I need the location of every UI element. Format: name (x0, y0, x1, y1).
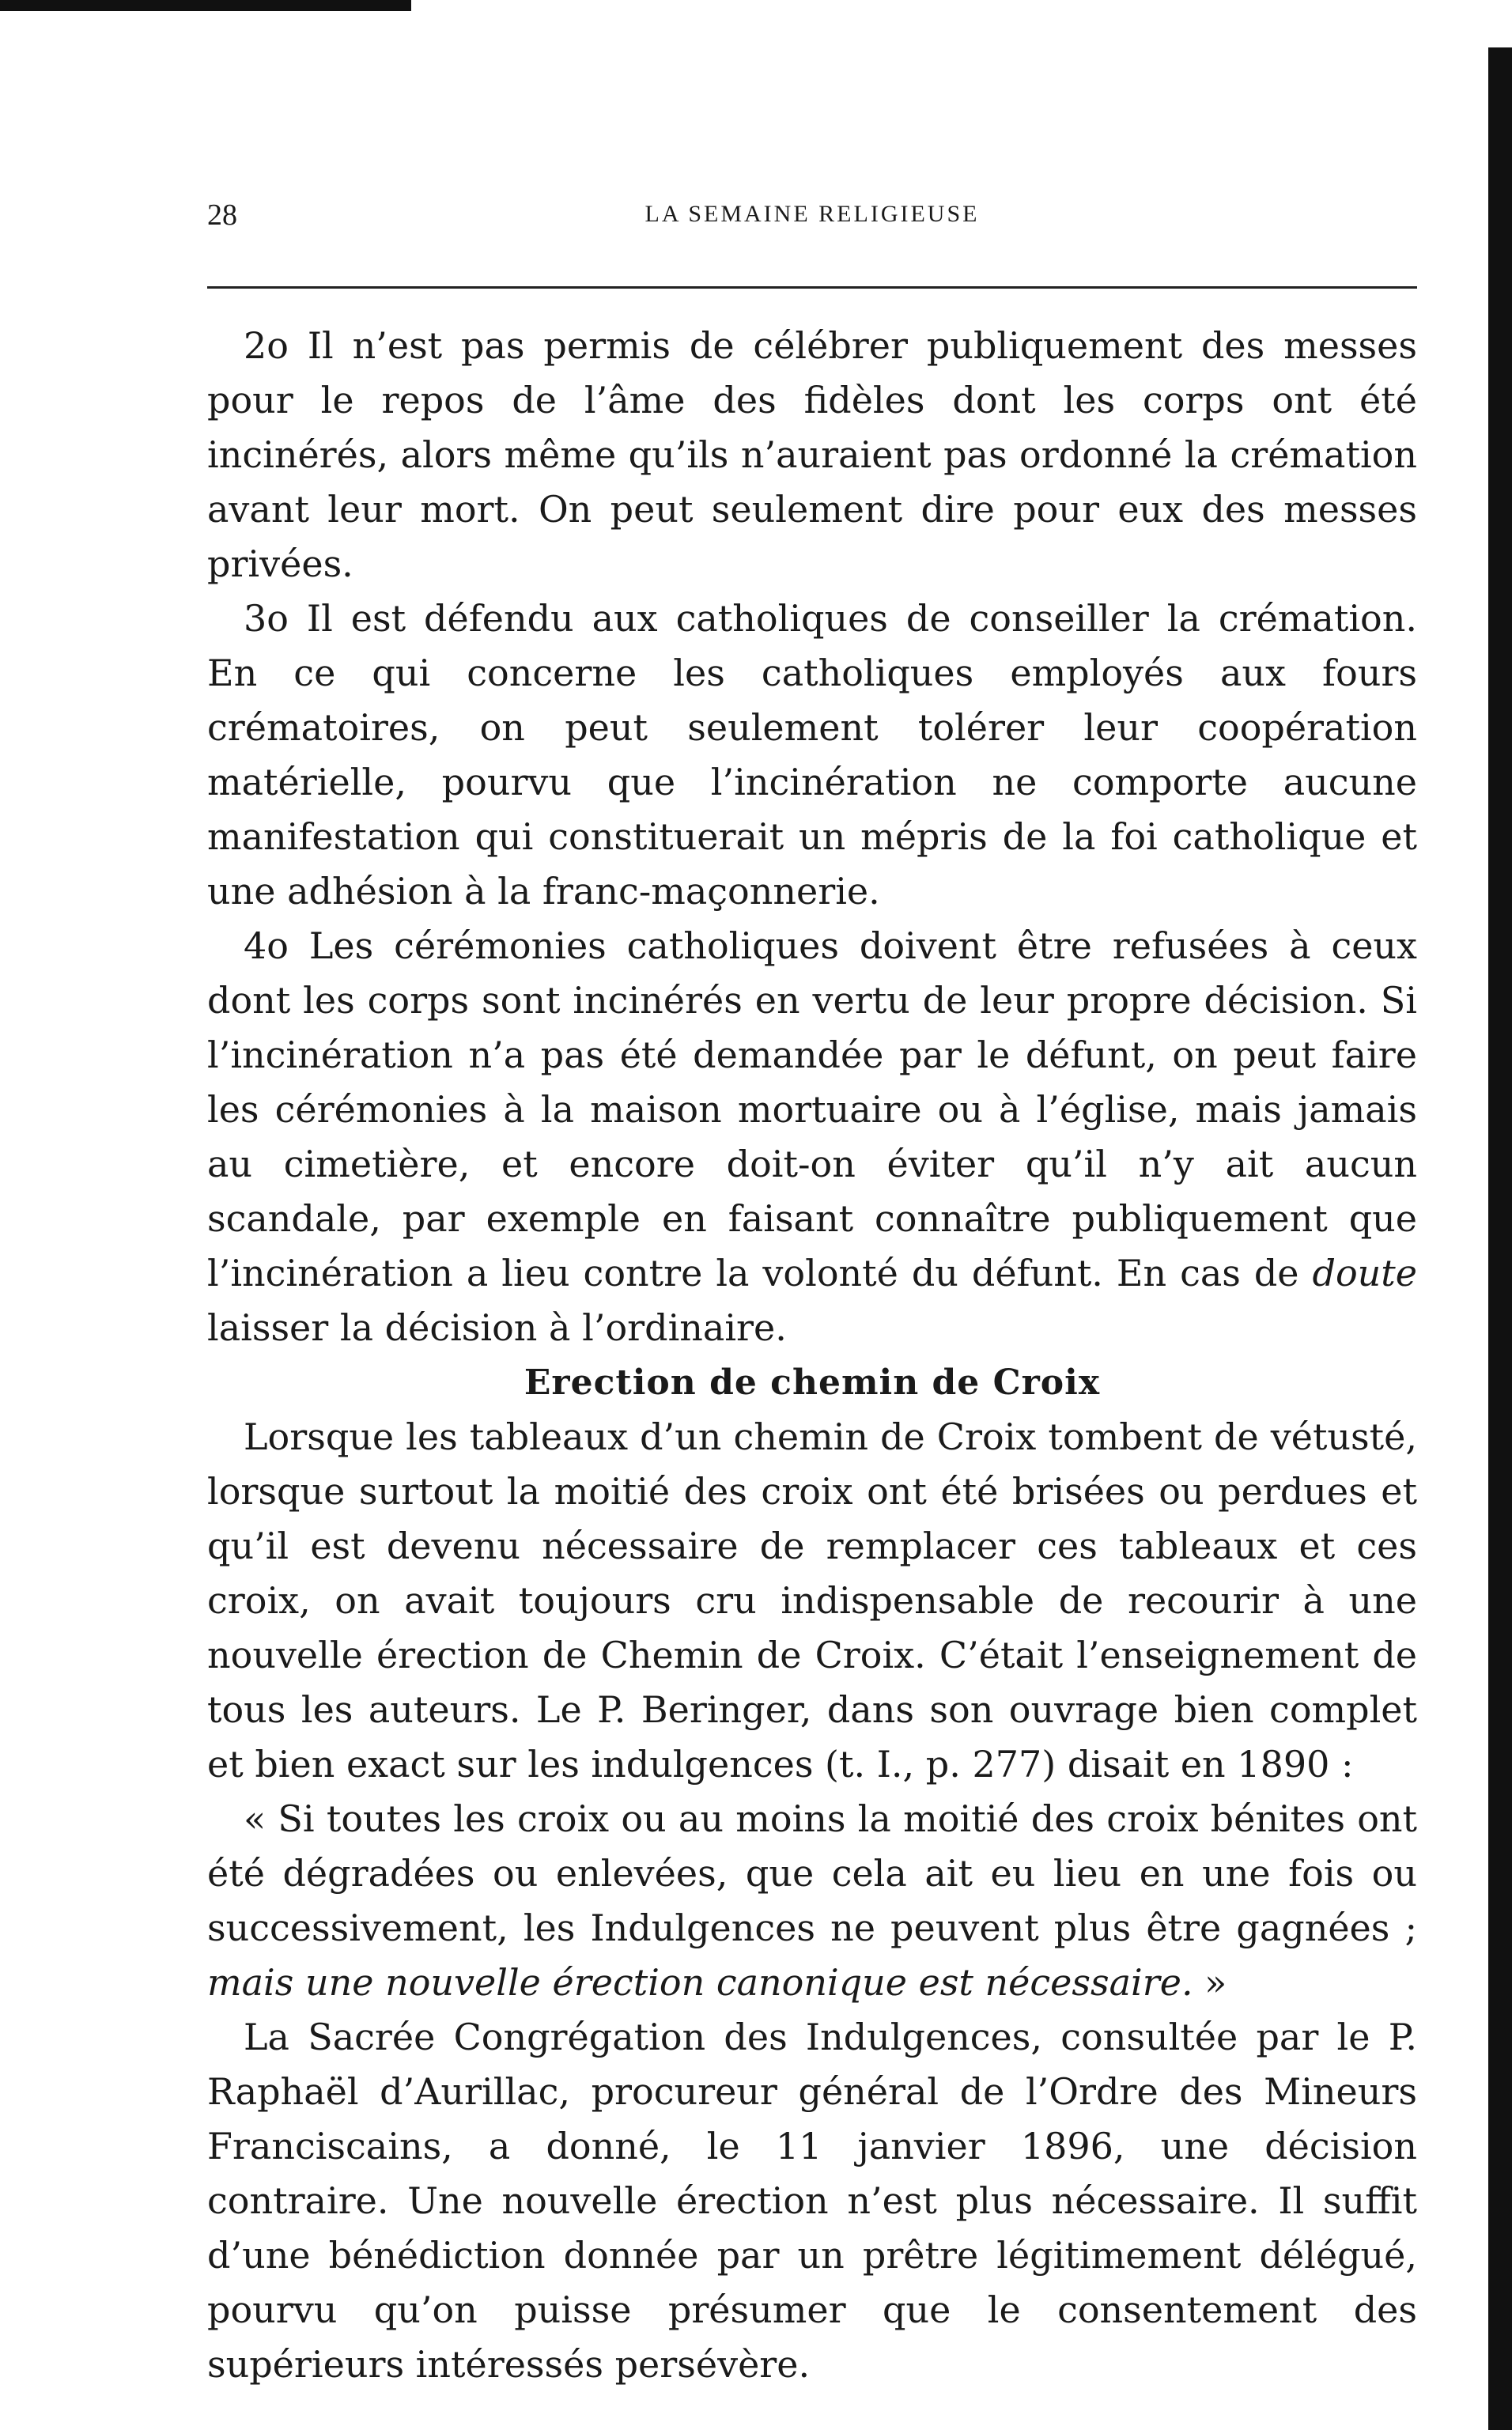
paragraph-4o (207, 919, 1417, 1355)
page-number: 28 (207, 198, 237, 232)
scan-border-top (0, 0, 411, 11)
paragraph-2o: 2o Il n’est pas permis de célébrer publiquement des messes pour le repos de l’âme des fidèles dont les corps ont été incinérés, alors même qu’ils n’auraient pas ordonné la crémation avant leur mort. On peut seulement dire pour eux des messes privées. (207, 324, 1417, 585)
section-heading: Erection de chemin de Croix (524, 1362, 1101, 1403)
paragraph-congregation: La Sacrée Congrégation des Indulgences, consultée par le P. Raphaël d’Aurillac, procureur général de l’Ordre des Mineurs Franciscains, a donné, le 11 janvier 1896, une décision contraire. Une nouvelle érection n’est plus nécessaire. Il suffit d’une bénédiction donnée par un prêtre légitimement délégué, pourvu qu’on puisse présumer que le consentement des supérieurs intéressés persévère. (207, 2016, 1417, 2386)
scan-border-right (1488, 47, 1512, 2430)
paragraph-4o-italic: doute (1312, 1252, 1417, 1294)
paragraph-4o-end: laisser la décision à l’ordinaire. (207, 1306, 787, 1349)
paragraph-3o: 3o Il est défendu aux catholiques de conseiller la crémation. En ce qui concerne les catholiques employés aux fours crématoires, on peut seulement tolérer leur coopération matérielle, pourvu que l’incinération ne comporte aucune manifestation qui constituerait un mépris de la foi catholique et une adhésion à la franc-maçonnerie. (207, 597, 1417, 913)
document-page (207, 198, 1417, 2392)
quotation-italic: mais une nouvelle érection canonique est nécessaire. (207, 1961, 1193, 2004)
running-title: LA SEMAINE RELIGIEUSE (644, 201, 980, 227)
running-head (207, 198, 1417, 245)
header-rule (207, 286, 1417, 289)
paragraph-quotation (207, 1792, 1417, 2010)
quotation-text: « Si toutes les croix ou au moins la moitié des croix bénites ont été dégradées ou enlevées, que cela ait eu lieu en une fois ou successivement, les Indulgences ne peuvent plus être gagnées ; (207, 1797, 1417, 1949)
paragraph-4o-text: 4o Les cérémonies catholiques doivent être refusées à ceux dont les corps sont incinérés en vertu de leur propre décision. Si l’incinération n’a pas été demandée par le défunt, on peut faire les cérémonies à la maison mortuaire ou à l’église, mais jamais au cimetière, et encore doit-on éviter qu’il n’y ait aucun scandale, par exemple en faisant connaître publiquement que l’incinération a lieu contre la volonté du défunt. En cas de (207, 924, 1417, 1294)
quotation-end: » (1193, 1961, 1227, 2004)
body-text (207, 319, 1417, 2392)
paragraph-chemin-de-croix: Lorsque les tableaux d’un chemin de Croix tombent de vétusté, lorsque surtout la moitié des croix ont été brisées ou perdues et qu’il est devenu nécessaire de remplacer ces tableaux et ces croix, on avait toujours cru indispensable de recourir à une nouvelle érection de Chemin de Croix. C’était l’enseignement de tous les auteurs. Le P. Beringer, dans son ouvrage bien complet et bien exact sur les indulgences (t. I., p. 277) disait en 1890 : (207, 1415, 1417, 1786)
